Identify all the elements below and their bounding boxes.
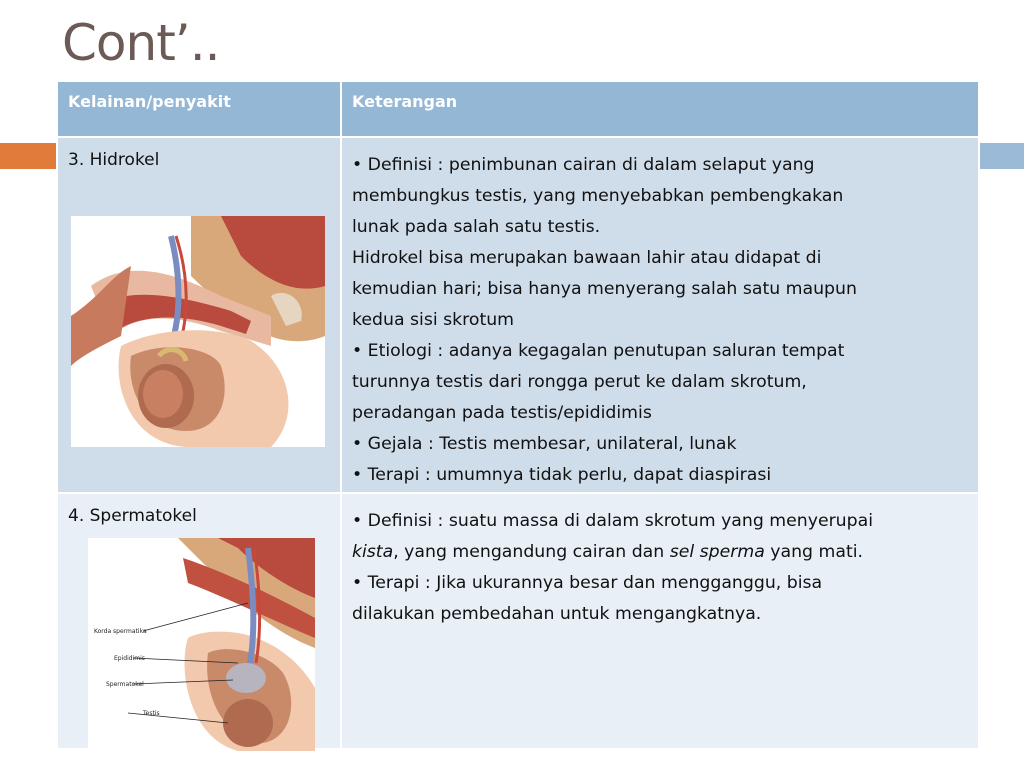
text-line: peradangan pada testis/epididimis xyxy=(352,403,652,423)
text-line: • Gejala : Testis membesar, unilateral, lunak xyxy=(352,434,737,454)
text-line: kemudian hari; bisa hanya menyerang salah satu maupun xyxy=(352,279,857,299)
description-text xyxy=(352,150,968,491)
disease-name: 4. Spermatokel xyxy=(68,506,197,526)
text-line: • Terapi : Jika ukurannya besar dan mengganggu, bisa xyxy=(352,573,823,593)
accent-bar-left xyxy=(0,143,56,169)
column-header-description: Keterangan xyxy=(341,81,979,137)
text-fragment: , yang mengandung cairan dan xyxy=(393,542,670,562)
anatomy-illustration-hydrocele xyxy=(71,216,325,447)
italic-term: kista xyxy=(352,542,394,562)
text-line: membungkus testis, yang menyebabkan pembengkakan xyxy=(352,186,844,206)
text-line: • Terapi : umumnya tidak perlu, dapat diaspirasi xyxy=(352,465,772,485)
figure-label: Spermatokel xyxy=(106,681,144,688)
text-line: Hidrokel bisa merupakan bawaan lahir atau didapat di xyxy=(352,248,822,268)
text-fragment: yang mati. xyxy=(764,542,864,562)
italic-term: sel sperma xyxy=(669,542,765,562)
figure-label: Epididimis xyxy=(114,655,145,662)
figure-label: Testis xyxy=(143,710,160,717)
text-line: turunnya testis dari rongga perut ke dalam skrotum, xyxy=(352,372,807,392)
text-line xyxy=(352,537,968,568)
anatomy-illustration-spermatocele xyxy=(88,538,315,751)
disease-name: 3. Hidrokel xyxy=(68,150,160,170)
text-line: kedua sisi skrotum xyxy=(352,310,515,330)
description-cell xyxy=(341,137,979,493)
description-text xyxy=(352,506,968,630)
text-line: dilakukan pembedahan untuk mengangkatnya. xyxy=(352,604,762,624)
page-title: Cont’.. xyxy=(62,14,220,72)
text-line: • Definisi : suatu massa di dalam skrotum yang menyerupai xyxy=(352,511,873,531)
description-cell xyxy=(341,493,979,749)
text-line: • Definisi : penimbunan cairan di dalam selaput yang xyxy=(352,155,815,175)
figure-label: Korda spermatika xyxy=(94,628,147,635)
column-header-disease: Kelainan/penyakit xyxy=(57,81,341,137)
text-line: lunak pada salah satu testis. xyxy=(352,217,601,237)
text-line: • Etiologi : adanya kegagalan penutupan saluran tempat xyxy=(352,341,845,361)
table-header-row xyxy=(57,81,979,137)
accent-bar-right xyxy=(978,143,1024,169)
